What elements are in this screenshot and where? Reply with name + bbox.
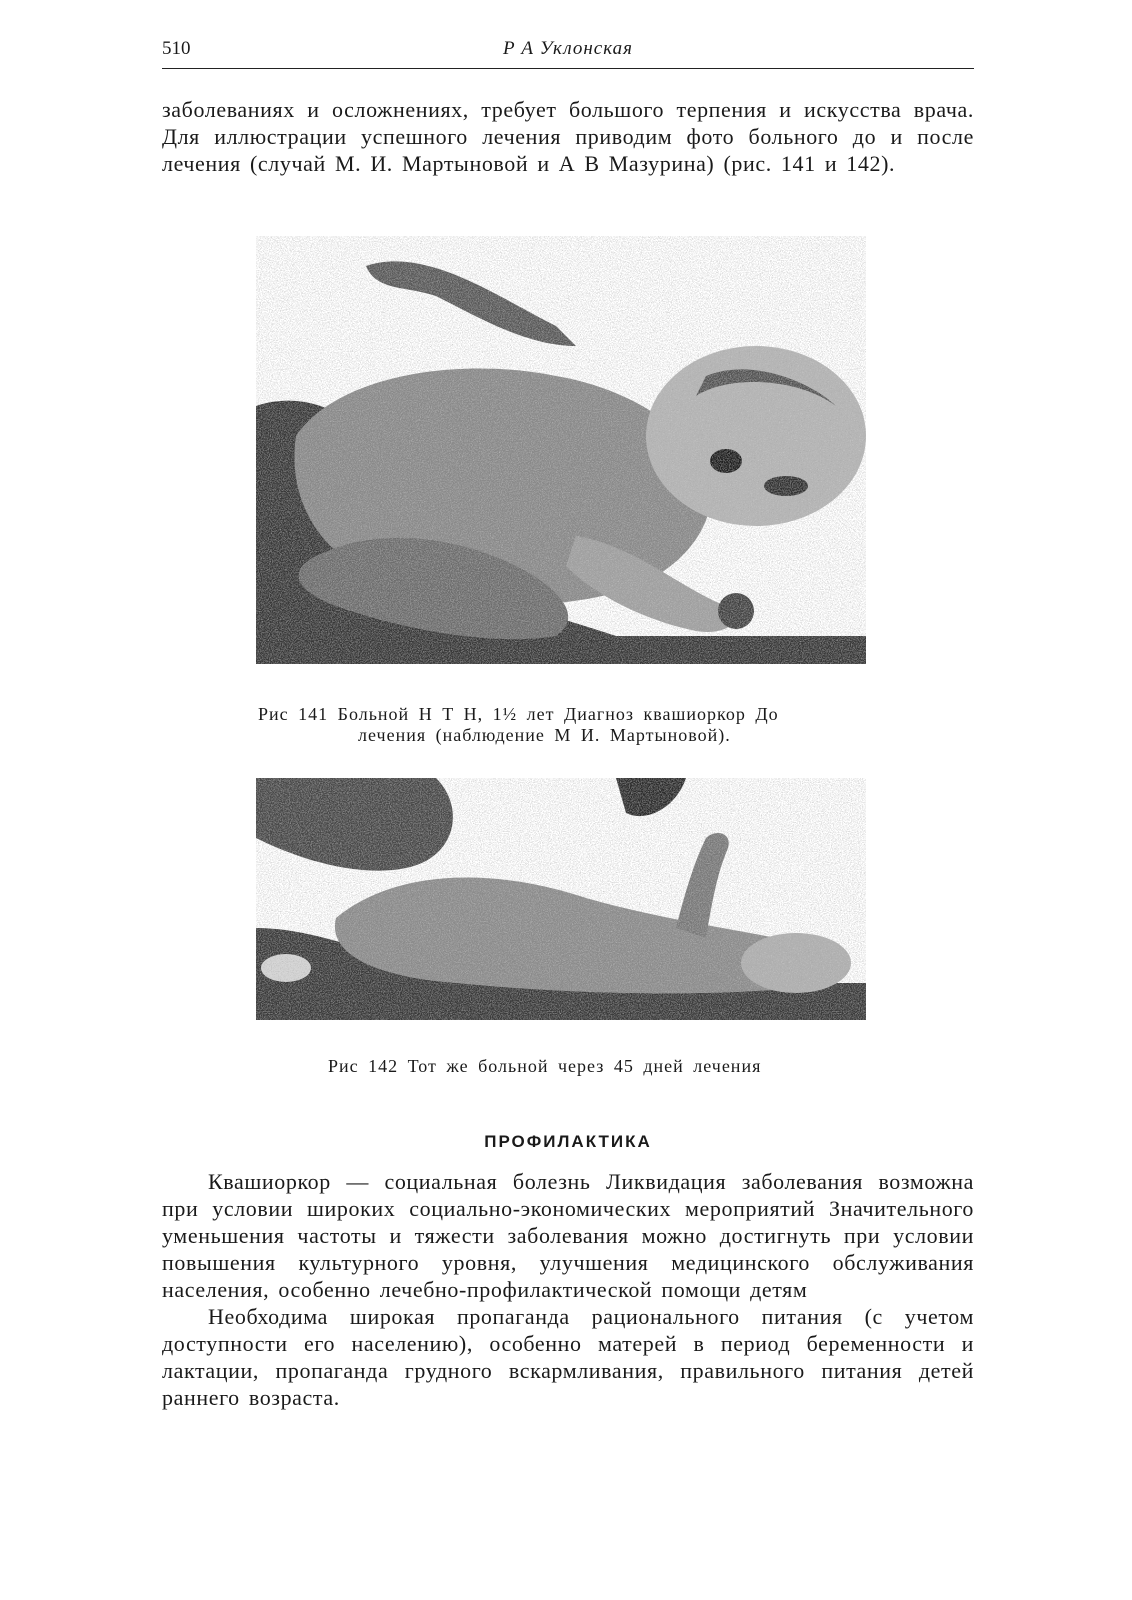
section-title: ПРОФИЛАКТИКА xyxy=(484,1132,652,1151)
figure-141-caption-line2: лечения (наблюдение М И. Мартыновой). xyxy=(358,725,731,745)
section-body xyxy=(162,1168,974,1411)
page-number: 510 xyxy=(162,38,191,59)
running-head: Р А Уклонская xyxy=(503,38,633,59)
figure-141-image xyxy=(256,236,866,664)
figure-142-caption: Рис 142 Тот же больной через 45 дней лечения xyxy=(328,1056,762,1076)
intro-paragraph xyxy=(162,96,974,177)
figure-142-photo xyxy=(256,778,866,1020)
intro-text: заболеваниях и осложнениях, требует большого терпения и искусства врача. Для иллюстрации успешного лечения приводим фото больного до и после лечения (случай М. И. Мартыновой и А В Мазурина) (рис. 141 и 142). xyxy=(162,97,974,176)
figure-142-image xyxy=(256,778,866,1020)
figure-141-caption-line1: Рис 141 Больной Н Т Н, 1½ лет Диагноз квашиоркор До xyxy=(258,704,779,724)
figure-141-caption xyxy=(258,704,868,746)
page-header xyxy=(162,36,974,69)
paragraph-1: Квашиоркор — социальная болезнь Ликвидация заболевания возможна при условии широких социально-экономических мероприятий Значительного уменьшения частоты и тяжести заболевания можно достигнуть при условии повышения культурного уровня, улучшения медицинского обслуживания населения, особенно лечебно-профилактической помощи детям xyxy=(162,1169,974,1302)
paragraph-2: Необходима широкая пропаганда рационального питания (с учетом доступности его населению), особенно матерей в период беременности и лактации, пропаганда грудного вскармливания, правильного питания детей раннего возраста. xyxy=(162,1304,974,1410)
figure-141-photo xyxy=(256,236,866,664)
